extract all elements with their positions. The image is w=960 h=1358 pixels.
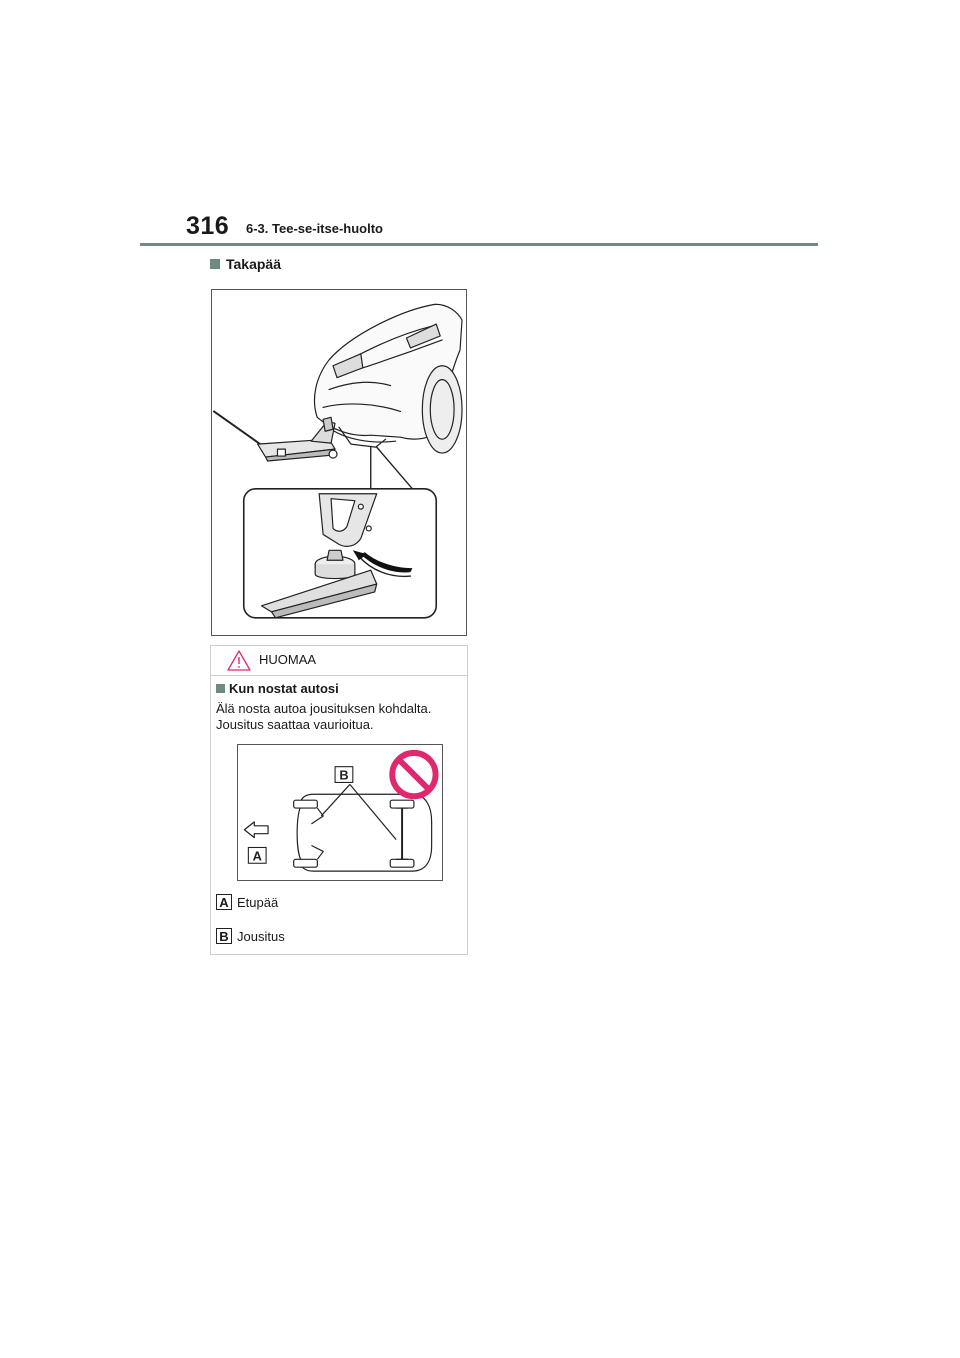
legend-key: B <box>216 928 232 944</box>
subheading-text: Takapää <box>226 256 281 272</box>
suspension-diagram-drawing <box>238 745 442 880</box>
header-rule <box>140 243 818 246</box>
caution-text-line: Jousitus saattaa vaurioitua. <box>216 717 374 732</box>
section-title: 6-3. Tee-se-itse-huolto <box>246 221 384 236</box>
legend-text: Etupää <box>237 894 279 910</box>
jack-illustration <box>211 289 467 636</box>
diagram-label-b: B <box>339 767 349 783</box>
legend-item-suspension <box>216 928 285 944</box>
square-bullet-icon <box>216 684 225 693</box>
legend-text: Jousitus <box>237 928 285 944</box>
page-number: 316 <box>186 212 230 240</box>
legend-key: A <box>216 894 232 910</box>
jack-illustration-drawing <box>212 290 466 635</box>
caution-text-line: Älä nosta autoa jousituksen kohdalta. <box>216 701 432 716</box>
diagram-label-a: A <box>252 848 262 864</box>
caution-text <box>216 701 466 733</box>
square-bullet-icon <box>210 259 220 269</box>
prohibition-icon <box>392 753 435 796</box>
caution-heading <box>216 681 339 696</box>
caution-label: HUOMAA <box>259 652 317 667</box>
warning-triangle-icon <box>227 650 251 671</box>
suspension-diagram <box>237 744 443 881</box>
legend-item-front <box>216 894 278 910</box>
caution-box <box>210 645 468 955</box>
caution-heading-text: Kun nostat autosi <box>229 681 339 696</box>
subheading <box>210 256 281 272</box>
caution-header <box>211 646 467 676</box>
